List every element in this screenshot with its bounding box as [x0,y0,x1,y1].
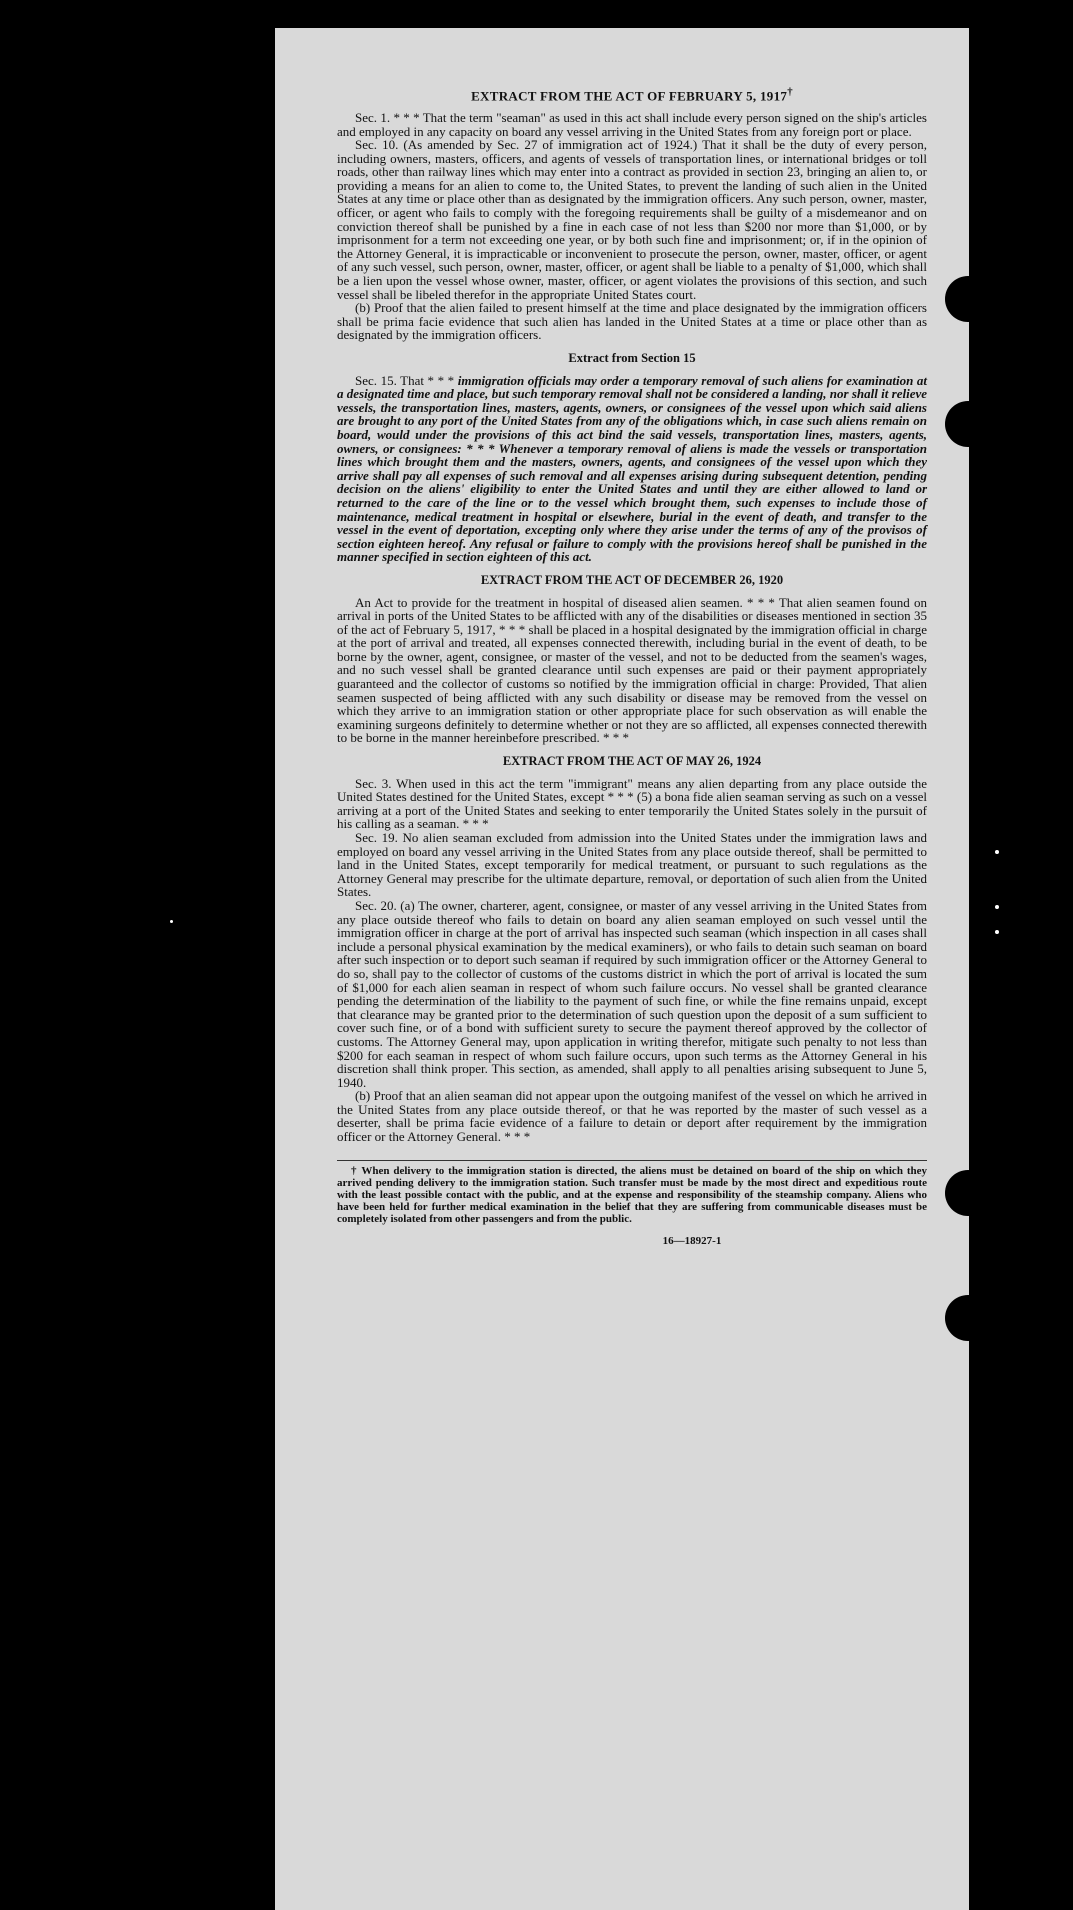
section-15-italic-text: immigration officials may order a temporary removal of such aliens for examination at a designated time and place, but such temporary removal shall not be considered a landing, nor shall it relieve vessels, the transportation lines, masters, agents, owners, or consignees of the vessel upon which said aliens are brought to any port of the United States from any of the obligations which, in case such aliens remain on board, would under the provisions of this act bind the said vessels, transportation lines, masters, agents, owners, or consignees: * * * Whenever a temporary removal of aliens is made the vessels or transportation lines which brought them and the masters, owners, agents, and consignees of the vessel upon which they arrive shall pay all expenses of such removal and all expenses arising during subsequent detention, pending decision on the aliens' eligibility to enter the United States and until they are either allowed to land or returned to the care of the line or to the vessel which brought them, such expenses to include those of maintenance, medical treatment in hospital or elsewhere, burial in the event of death, and transfer to the vessel in the event of deportation, excepting only where they arise under the terms of any of the provisos of section eighteen hereof. Any refusal or failure to comply with the provisions hereof shall be punished in the manner specified in section eighteen of this act. [337,372,928,565]
section-20a-paragraph: Sec. 20. (a) The owner, charterer, agent, consignee, or master of any vessel arriving in the United States from any place outside thereof who fails to detain on board any alien seaman employed on such vessel until the immigration officer in charge at the port of arrival has inspected such seaman (which inspection in all cases shall include a personal physical examination by the medical examiners), or who fails to detain such seaman on board after such inspection or to deport such seaman if required by such immigration officer or the Attorney General to do so, shall pay to the collector of customs of the customs district in which the port of arrival is located the sum of $1,000 for each alien seaman in respect of whom such failure occurs. No vessel shall be granted clearance pending the determination of the liability to the payment of such fine, or while the fine remains unpaid, except that clearance may be granted prior to the determination of such question upon the deposit of a sum sufficient to cover such fine, or of a bond with sufficient surety to secure the payment thereof approved by the collector of customs. The Attorney General may, upon application in writing therefor, mitigate such penalty to not less than $200 for each seaman in respect of whom such failure occurs, upon such terms as the Attorney General in his discretion shall think proper. This section, as amended, shall apply to all penalties arising subsequent to June 5, 1940. [337,897,927,1090]
heading-act-1924: EXTRACT FROM THE ACT OF MAY 26, 1924 [502,754,762,769]
speck [170,920,173,923]
punch-hole [945,276,991,322]
speck [995,850,999,854]
speck [995,930,999,934]
dagger-mark: † [787,86,793,98]
document-page [275,28,969,1910]
section-20b-paragraph: (b) Proof that an alien seaman did not appear upon the outgoing manifest of the vessel on which he arrived in the United States from any place outside thereof, or that he was reported by the master of such vessel as a deserter, shall be prima facie evidence of a failure to detain or deport after requirement by the immigration officer or the Attorney General. * * * [337,1088,927,1145]
heading-section-15: Extract from Section 15 [568,351,696,366]
footnote-text: † When delivery to the immigration station is directed, the aliens must be detained on board of the ship on which they arrived pending delivery to the immigration station. Such transfer must be made by the most direct and expeditious route with the least possible contact with the public, and at the expense and responsibility of the steamship company. Aliens who have been held for further medical examination in the belief that they are suffering from communicable diseases must be completely isolated from other passengers and from the public. [337,1164,927,1225]
heading-act-1917-text: EXTRACT FROM THE ACT OF FEBRUARY 5, 1917 [471,88,788,104]
document-body [337,86,927,1248]
footnote [337,1160,927,1225]
section-15-lead: Sec. 15. That * * * [355,372,455,388]
section-3-paragraph: Sec. 3. When used in this act the term "immigrant" means any alien departing from any place outside the United States destined for the United States, except * * * (5) a bona fide alien seaman serving as such on a vessel arriving at a port of the United States and seeking to enter temporarily the United States solely in the pursuit of his calling as a seaman. * * * [337,775,927,832]
punch-hole [945,1295,991,1341]
section-15-paragraph [337,374,927,564]
section-1-paragraph: Sec. 1. * * * That the term "seaman" as used in this act shall include every person signed on the ship's articles and employed in any capacity on board any vessel arriving in the United States from any foreign port or place. [337,109,927,139]
heading-act-1917 [337,86,927,103]
section-10b-paragraph: (b) Proof that the alien failed to present himself at the time and place designated by the immigration officers shall be prima facie evidence that such alien has landed in the United States at a time or place other than as designated by the immigration officers. [337,300,927,343]
heading-act-1920: EXTRACT FROM THE ACT OF DECEMBER 26, 1920 [480,572,784,587]
form-number: 16—18927-1 [662,1234,722,1247]
act-1920-paragraph: An Act to provide for the treatment in hospital of diseased alien seamen. * * * That alien seamen found on arrival in ports of the United States to be afflicted with any of the disabilities or diseases mentioned in section 35 of the act of February 5, 1917, * * * shall be placed in a hospital designated by the immigration official in charge at the port of arrival and treated, all expenses connected therewith, including burial in the event of death, to be borne by the owner, agent, consignee, or master of the vessel, and not to be deducted from the seamen's wages, and no such vessel shall be granted clearance until such expenses are paid or their payment appropriately guaranteed and the collector of customs so notified by the immigration official in charge: Provided, That alien seamen suspected of being afflicted with any such disability or disease may be removed from the vessel on which they arrive to an immigration station or other appropriate place for such observation as will enable the examining surgeons definitely to determine whether or not they are so afflicted, all expenses connected therewith to be borne in the manner hereinbefore prescribed. * * * [337,594,927,746]
speck [995,905,999,909]
punch-hole [945,401,991,447]
punch-hole [945,1170,991,1216]
section-19-paragraph: Sec. 19. No alien seaman excluded from admission into the United States under the immigration laws and employed on board any vessel arriving in the United States from any place outside thereof, shall be permitted to land in the United States, except temporarily for medical treatment, or pursuant to such regulations as the Attorney General may prescribe for the ultimate departure, removal, or deportation of such alien from the United States. [337,830,927,900]
section-10-paragraph: Sec. 10. (As amended by Sec. 27 of immigration act of 1924.) That it shall be the duty of every person, including owners, masters, officers, and agents of vessels of transportation lines, or international bridges or toll roads, other than railway lines which may enter into a contract as provided in section 23, bringing an alien to, or providing a means for an alien to come to, the United States, to prevent the landing of such alien in the United States at any time or place other than as designated by the immigration officers. Any such person, owner, master, officer, or agent who fails to comply with the foregoing requirements shall be guilty of a misdemeanor and on conviction thereof shall be punished by a fine in each case of not less than $200 nor more than $1,000, or by imprisonment for a term not exceeding one year, or by both such fine and imprisonment; or, if in the opinion of the Attorney General, it is impracticable or inconvenient to prosecute the person, owner, master, officer, or agent of any such vessel, such person, owner, master, officer, or agent shall be liable to a penalty of $1,000, which shall be a lien upon the vessel whose owner, master, officer, or agent violates the provisions of this section, and such vessel shall be libeled therefor in the appropriate United States court. [337,137,927,302]
